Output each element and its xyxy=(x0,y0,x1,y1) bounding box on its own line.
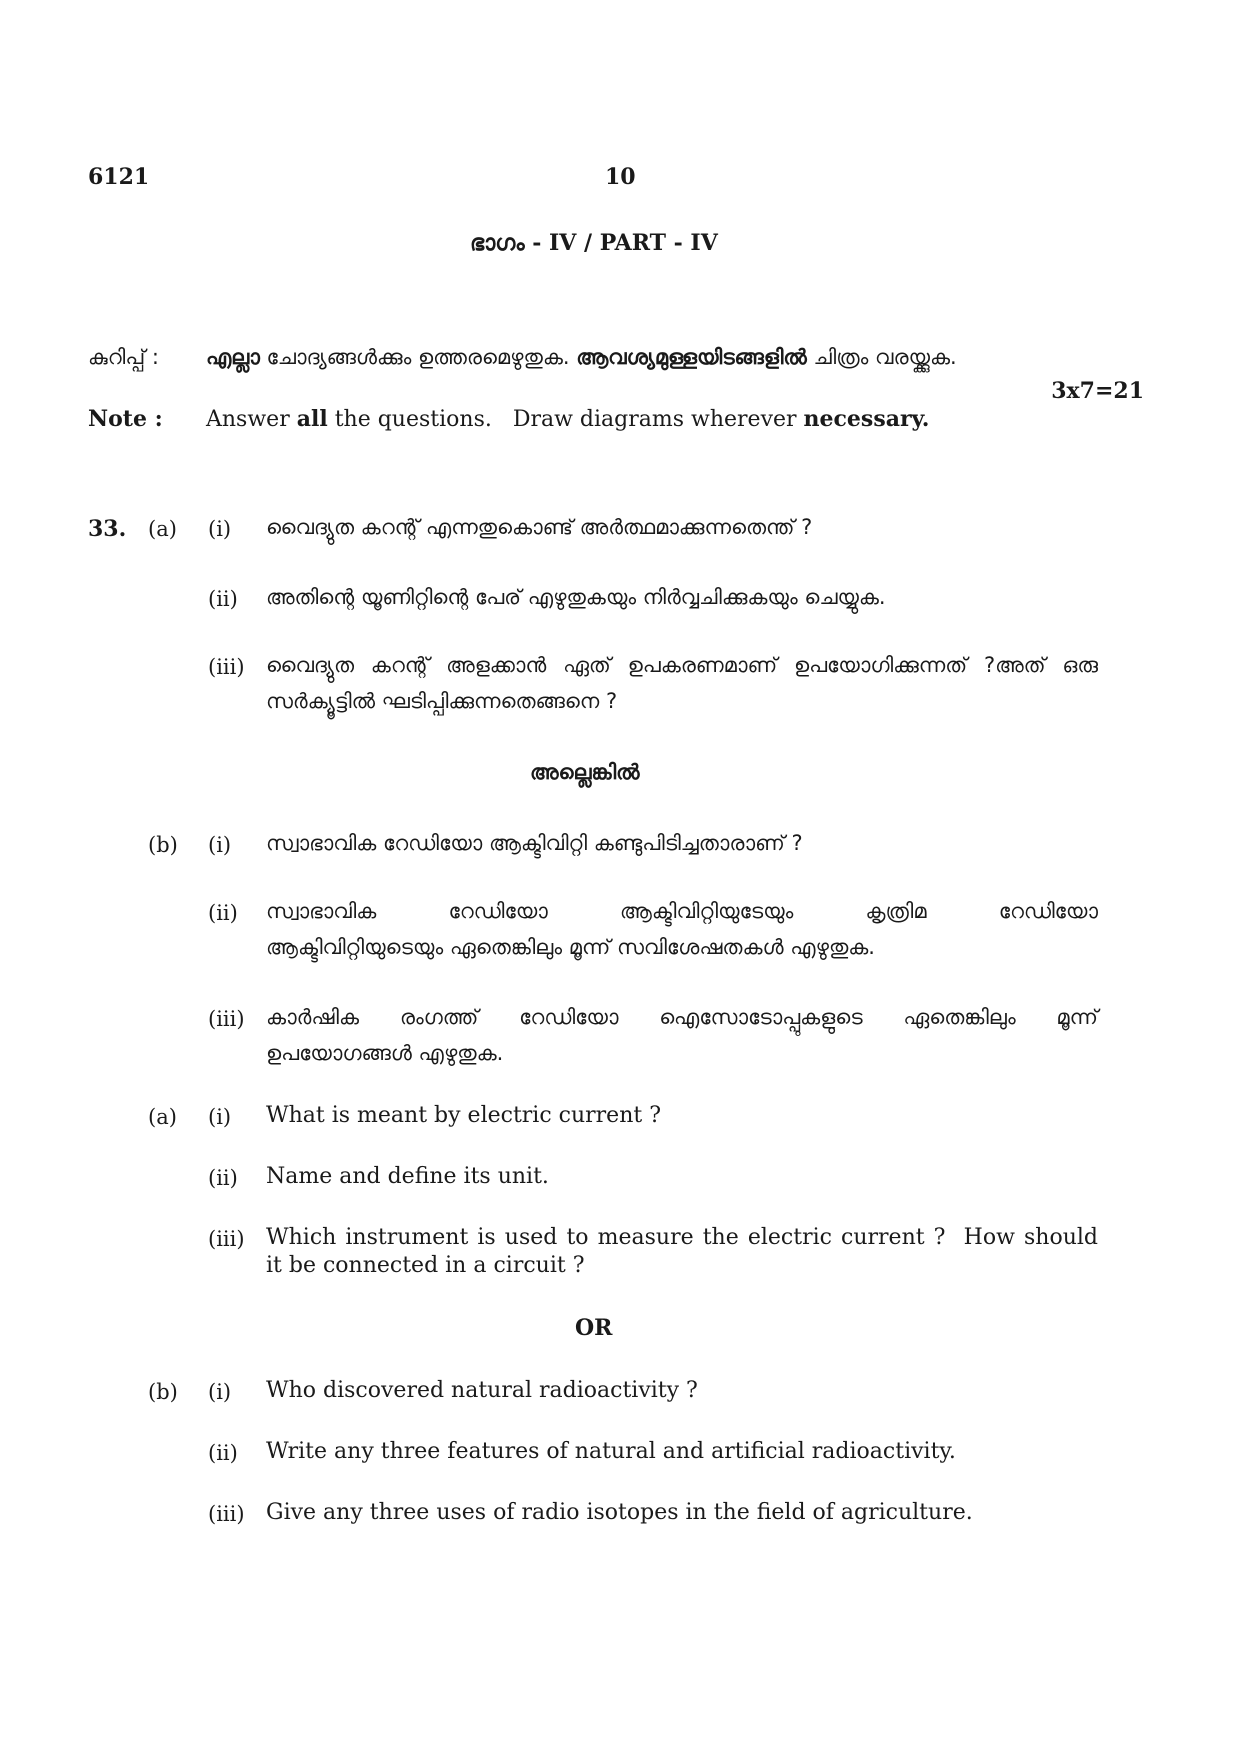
ml-b-ii-num: (ii) xyxy=(208,901,238,925)
page-number: 10 xyxy=(605,164,636,190)
ml-part-b-label: (b) xyxy=(148,833,178,857)
ml-part-a-label: (a) xyxy=(148,517,177,541)
en-b-ii-text: Write any three features of natural and artificial radioactivity. xyxy=(266,1439,956,1464)
paper-code: 6121 xyxy=(88,164,150,190)
ml-or: അല്ലെങ്കിൽ xyxy=(530,760,640,784)
en-b-iii-text: Give any three uses of radio isotopes in the field of agriculture. xyxy=(266,1500,973,1525)
ml-b-i-num: (i) xyxy=(208,833,232,857)
marks: 3x7=21 xyxy=(1051,378,1144,404)
en-a-ii-num: (ii) xyxy=(208,1166,238,1190)
note-ml-text xyxy=(206,345,957,370)
en-a-iii-line1: Which instrument is used to measure the electric current ? How should xyxy=(266,1225,1098,1250)
en-a-i-num: (i) xyxy=(208,1105,232,1129)
note-en-text xyxy=(206,406,929,432)
ml-b-iii-line2: ഉപയോഗങ്ങൾ എഴുതുക. xyxy=(266,1041,504,1065)
ml-a-ii-text: അതിന്റെ യൂണിറ്റിന്റെ പേര് എഴുതുകയും നിർവ്വചിക്കുകയും ചെയ്യുക. xyxy=(266,585,886,609)
ml-a-iii-num: (iii) xyxy=(208,655,245,679)
question-number: 33. xyxy=(88,516,127,542)
en-a-ii-text: Name and define its unit. xyxy=(266,1164,549,1189)
part-title: ഭാഗം - IV / PART - IV xyxy=(470,230,718,256)
en-b-i-num: (i) xyxy=(208,1380,232,1404)
ml-b-iii-line1: കാർഷിക രംഗത്ത് റേഡിയോ ഐസോടോപ്പുകളുടെ ഏതെങ്കിലും മൂന്ന് xyxy=(266,1005,1098,1029)
note-ml-emphasis-necessary: ആവശ്യമുള്ളയിടങ്ങളിൽ xyxy=(576,345,807,369)
ml-b-iii-num: (iii) xyxy=(208,1007,245,1031)
ml-b-ii-line1: സ്വാഭാവിക റേഡിയോ ആക്ടിവിറ്റിയുടേയും കൃത്രിമ റേഡിയോ xyxy=(266,899,1098,923)
ml-b-i-text: സ്വാഭാവിക റേഡിയോ ആക്ടിവിറ്റി കണ്ടുപിടിച്ചതാരാണ് ? xyxy=(266,831,803,855)
en-part-b-label: (b) xyxy=(148,1380,178,1404)
note-en-emphasis-necessary: necessary. xyxy=(803,406,930,432)
note-en-text-1: Answer xyxy=(206,407,297,432)
en-b-iii-num: (iii) xyxy=(208,1502,245,1526)
ml-a-i-num: (i) xyxy=(208,517,232,541)
en-a-iii-line2: it be connected in a circuit ? xyxy=(266,1253,585,1278)
ml-a-iii-line2: സർക്യൂട്ടിൽ ഘടിപ്പിക്കുന്നതെങ്ങനെ ? xyxy=(266,689,618,713)
en-b-ii-num: (ii) xyxy=(208,1441,238,1465)
note-ml-text-1: ചോദ്യങ്ങൾക്കും ഉത്തരമെഴുതുക. xyxy=(259,345,577,369)
en-a-iii-num: (iii) xyxy=(208,1227,245,1251)
note-ml-label: കുറിപ്പ് : xyxy=(88,345,159,369)
note-ml-emphasis-all: എല്ലാ xyxy=(206,345,260,369)
en-b-i-text: Who discovered natural radioactivity ? xyxy=(266,1378,698,1403)
ml-a-ii-num: (ii) xyxy=(208,587,238,611)
en-or: OR xyxy=(575,1315,613,1341)
note-ml-text-2: ചിത്രം വരയ്ക്കുക. xyxy=(806,345,957,369)
note-en-label: Note : xyxy=(88,406,163,432)
note-en-emphasis-all: all xyxy=(296,406,328,432)
en-a-i-text: What is meant by electric current ? xyxy=(266,1103,662,1128)
ml-a-i-text: വൈദ്യുത കറന്റ് എന്നതുകൊണ്ട് അർത്ഥമാക്കുന്നതെന്ത് ? xyxy=(266,515,813,539)
ml-a-iii-line1: വൈദ്യുത കറന്റ് അളക്കാൻ ഏത് ഉപകരണമാണ് ഉപയോഗിക്കുന്നത് ?അത് ഒരു xyxy=(266,653,1098,677)
en-part-a-label: (a) xyxy=(148,1105,177,1129)
note-en-text-2: the questions. Draw diagrams wherever xyxy=(327,407,804,432)
ml-b-ii-line2: ആക്ടിവിറ്റിയുടെയും ഏതെങ്കിലും മൂന്ന് സവിശേഷതകൾ എഴുതുക. xyxy=(266,935,875,959)
